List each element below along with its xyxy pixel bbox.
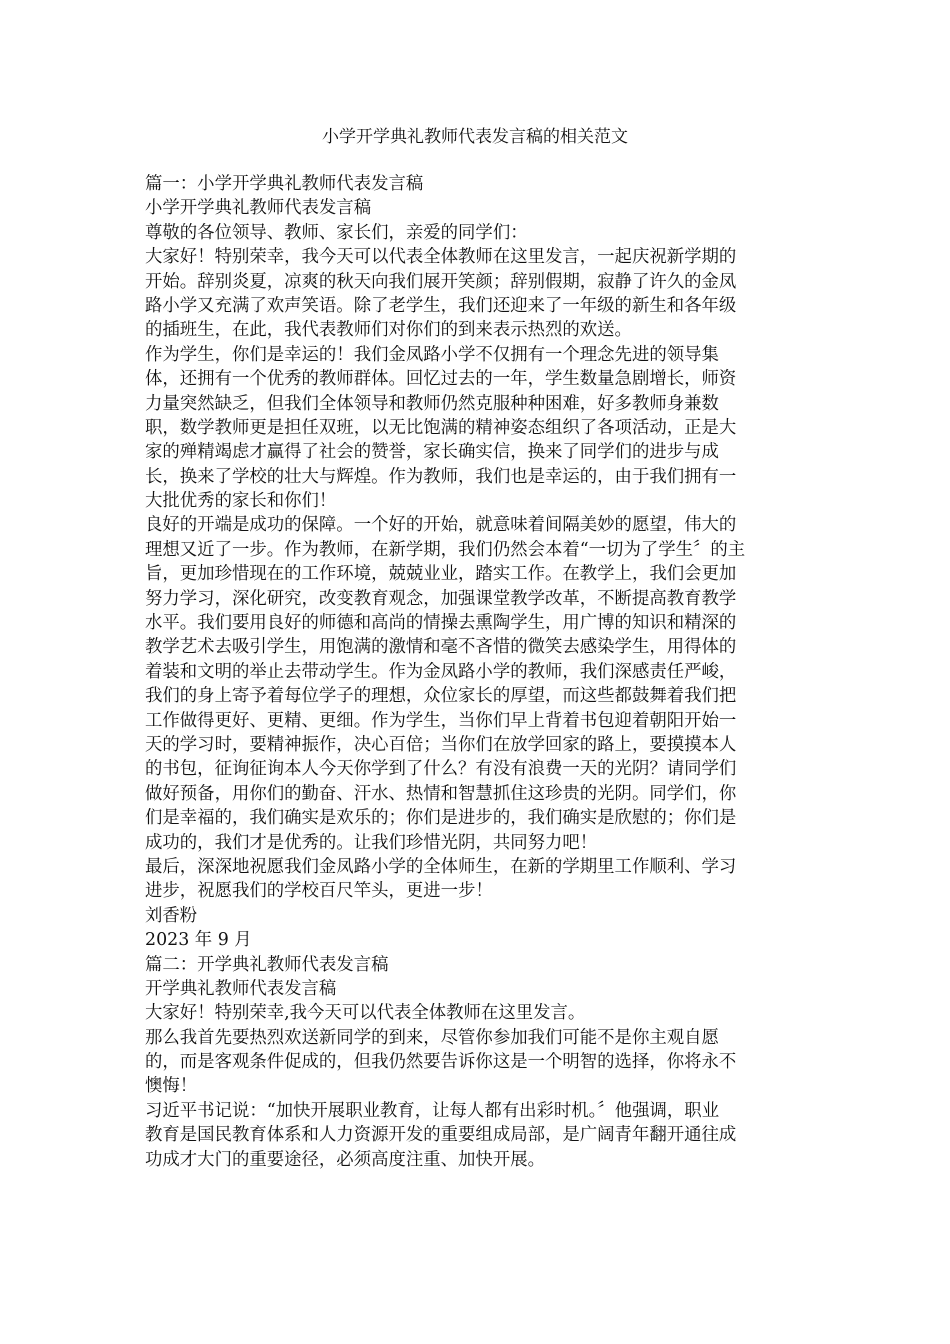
text-line: 旨，更加珍惜现在的工作环境，兢兢业业，踏实工作。在教学上，我们会更加 bbox=[145, 564, 737, 585]
text-line: 天的学习时，要精神振作，决心百倍；当你们在放学回家的路上，要摸摸本人 bbox=[145, 734, 737, 755]
text-line: 职，数学教师更是担任双班，以无比饱满的精神姿态组织了各项活动，正是大 bbox=[145, 417, 737, 438]
text-line: 工作做得更好、更精、更细。作为学生，当你们早上背着书包迎着朝阳开始一 bbox=[145, 710, 737, 731]
text-line: 我们的身上寄予着每位学子的理想，众位家长的厚望，而这些都鼓舞着我们把 bbox=[145, 686, 737, 707]
text-line: 家的殚精竭虑才赢得了社会的赞誉，家长确实信，换来了同学们的进步与成 bbox=[145, 442, 719, 463]
text-line: 刘香粉 bbox=[145, 905, 198, 926]
text-line: 进步，祝愿我们的学校百尺竿头，更进一步！ bbox=[145, 881, 493, 902]
text-line: 教学艺术去吸引学生，用饱满的激情和毫不吝惜的微笑去感染学生，用得体的 bbox=[145, 637, 737, 658]
text-line: 大家好！特别荣幸，我今天可以代表全体教师在这里发言，一起庆祝新学期的 bbox=[145, 247, 737, 268]
text-line: 懊悔！ bbox=[145, 1076, 198, 1097]
text-line: 那么我首先要热烈欢送新同学的到来，尽管你参加我们可能不是你主观自愿 bbox=[145, 1027, 719, 1048]
text-line: 水平。我们要用良好的师德和高尚的情操去熏陶学生，用广博的知识和精深的 bbox=[145, 613, 737, 634]
text-line: 2023 年 9 月 bbox=[145, 930, 252, 951]
text-line: 的，而是客观条件促成的，但我仍然要告诉你这是一个明智的选择，你将永不 bbox=[145, 1052, 737, 1073]
text-line: 努力学习，深化研究，改变教育观念，加强课堂教学改革，不断提高教育教学 bbox=[145, 588, 737, 609]
text-line: 大家好！特别荣幸,我今天可以代表全体教师在这里发言。 bbox=[145, 1003, 586, 1024]
text-line: 大批优秀的家长和你们！ bbox=[145, 491, 337, 512]
text-line: 开始。辞别炎夏，凉爽的秋天向我们展开笑颜；辞别假期，寂静了许久的金凤 bbox=[145, 271, 737, 292]
text-line: 尊敬的各位领导、教师、家长们，亲爱的同学们： bbox=[145, 222, 528, 243]
text-line: 开学典礼教师代表发言稿 bbox=[145, 978, 337, 999]
document-title: 小学开学典礼教师代表发言稿的相关范文 bbox=[322, 127, 628, 147]
text-line: 小学开学典礼教师代表发言稿 bbox=[145, 198, 372, 219]
text-line: 们是幸福的，我们确实是欢乐的；你们是进步的，我们确实是欣慰的；你们是 bbox=[145, 808, 737, 829]
text-line: 做好预备，用你们的勤奋、汗水、热情和智慧抓住这珍贵的光阴。同学们，你 bbox=[145, 783, 737, 804]
text-line: 力量突然缺乏，但我们全体领导和教师仍然克服种种困难，好多教师身兼数 bbox=[145, 393, 719, 414]
text-line: 的插班生，在此，我代表教师们对你们的到来表示热烈的欢送。 bbox=[145, 320, 632, 341]
text-line: 良好的开端是成功的保障。一个好的开始，就意味着间隔美妙的愿望，伟大的 bbox=[145, 515, 737, 536]
document-body bbox=[145, 172, 800, 1172]
text-line: 篇一：小学开学典礼教师代表发言稿 bbox=[145, 174, 424, 194]
text-line: 功成才大门的重要途径，必须高度注重、加快开展。 bbox=[145, 1149, 545, 1170]
text-line: 着装和文明的举止去带动学生。作为金凤路小学的教师，我们深感责任严峻， bbox=[145, 661, 737, 682]
text-line: 的书包，征询征询本人今天你学到了什么？有没有浪费一天的光阴？请同学们 bbox=[145, 759, 737, 780]
text-line: 教育是国民教育体系和人力资源开发的重要组成局部，是广阔青年翻开通往成 bbox=[145, 1125, 737, 1146]
text-line: 篇二：开学典礼教师代表发言稿 bbox=[145, 954, 389, 975]
text-line: 路小学又充满了欢声笑语。除了老学生，我们还迎来了一年级的新生和各年级 bbox=[145, 295, 737, 316]
text-line: 习近平书记说：“加快开展职业教育，让每人都有出彩时机。〞他强调，职业 bbox=[145, 1100, 720, 1121]
text-line: 作为学生，你们是幸运的！我们金凤路小学不仅拥有一个理念先进的领导集 bbox=[145, 344, 719, 365]
text-line: 最后，深深地祝愿我们金凤路小学的全体师生，在新的学期里工作顺利、学习 bbox=[145, 856, 737, 877]
text-line: 长，换来了学校的壮大与辉煌。作为教师，我们也是幸运的，由于我们拥有一 bbox=[145, 466, 737, 487]
text-line: 成功的，我们才是优秀的。让我们珍惜光阴，共同努力吧！ bbox=[145, 832, 598, 853]
text-line: 理想又近了一步。作为教师，在新学期，我们仍然会本着“一切为了学生〞的主 bbox=[145, 539, 746, 560]
text-line: 体，还拥有一个优秀的教师群体。回忆过去的一年，学生数量急剧增长，师资 bbox=[145, 369, 737, 390]
